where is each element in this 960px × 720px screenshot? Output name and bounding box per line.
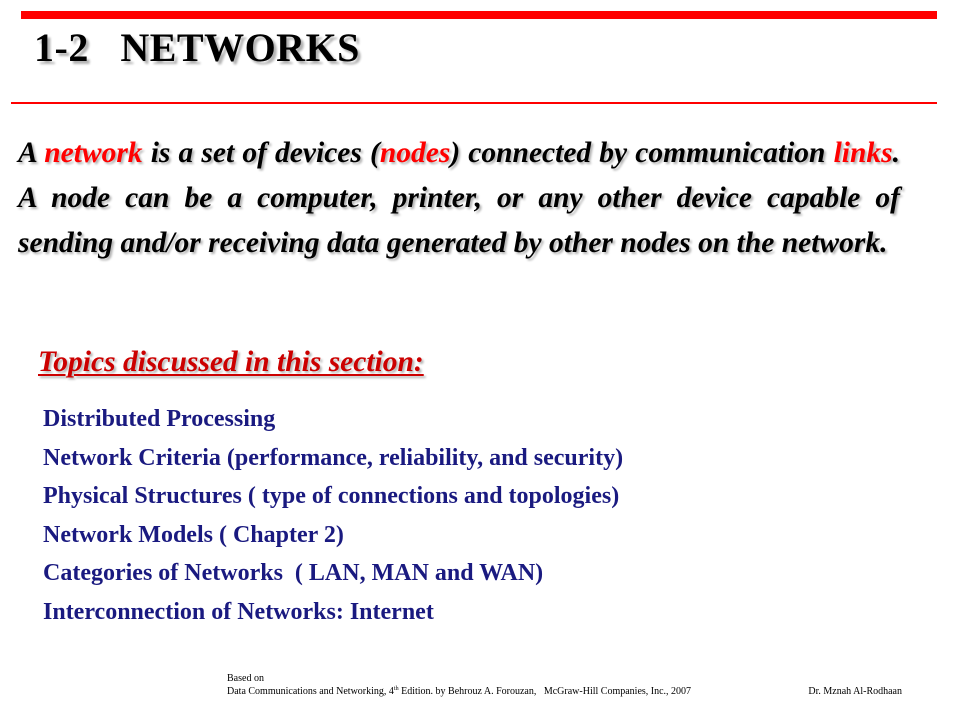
topics-list — [43, 400, 623, 631]
intro-text-2: is a set of devices ( — [142, 137, 380, 169]
footer-based-on: Based on — [227, 673, 264, 684]
footer-ref-post: Edition. by Behrouz A. Forouzan, McGraw-Hill Companies, Inc., 2007 — [398, 686, 692, 697]
topic-item: Categories of Networks ( LAN, MAN and WAN) — [43, 560, 544, 586]
title-divider — [11, 102, 937, 104]
topic-item: Network Models ( Chapter 2) — [43, 521, 344, 548]
topic-item: Network Criteria (performance, reliability, and security) — [43, 444, 624, 471]
topic-item: Interconnection of Networks: Internet — [43, 598, 434, 625]
footer-ref-sup: th — [393, 686, 399, 692]
term-nodes: nodes — [379, 137, 451, 169]
footer-ref-pre: Data Communications and Networking, 4 — [227, 686, 394, 697]
term-links: links — [833, 137, 893, 169]
footer — [227, 672, 927, 702]
topic-item: Physical Structures ( type of connections and topologies) — [43, 483, 620, 509]
topics-heading: Topics discussed in this section: — [38, 346, 424, 378]
intro-paragraph — [18, 131, 900, 266]
intro-text-4: . A node can be a computer, printer, or any other device capable of sending and/or receiving data generated by other nodes on the network. — [18, 137, 900, 259]
footer-author: Dr. Mznah Al-Rodhaan — [808, 686, 902, 697]
slide-title: 1-2 NETWORKS — [34, 25, 360, 70]
intro-text-3: ) connected by communication — [450, 137, 834, 169]
term-network: network — [44, 137, 143, 169]
intro-text-1: A — [18, 137, 45, 169]
topic-item: Distributed Processing — [43, 406, 276, 432]
top-red-bar — [21, 11, 937, 19]
